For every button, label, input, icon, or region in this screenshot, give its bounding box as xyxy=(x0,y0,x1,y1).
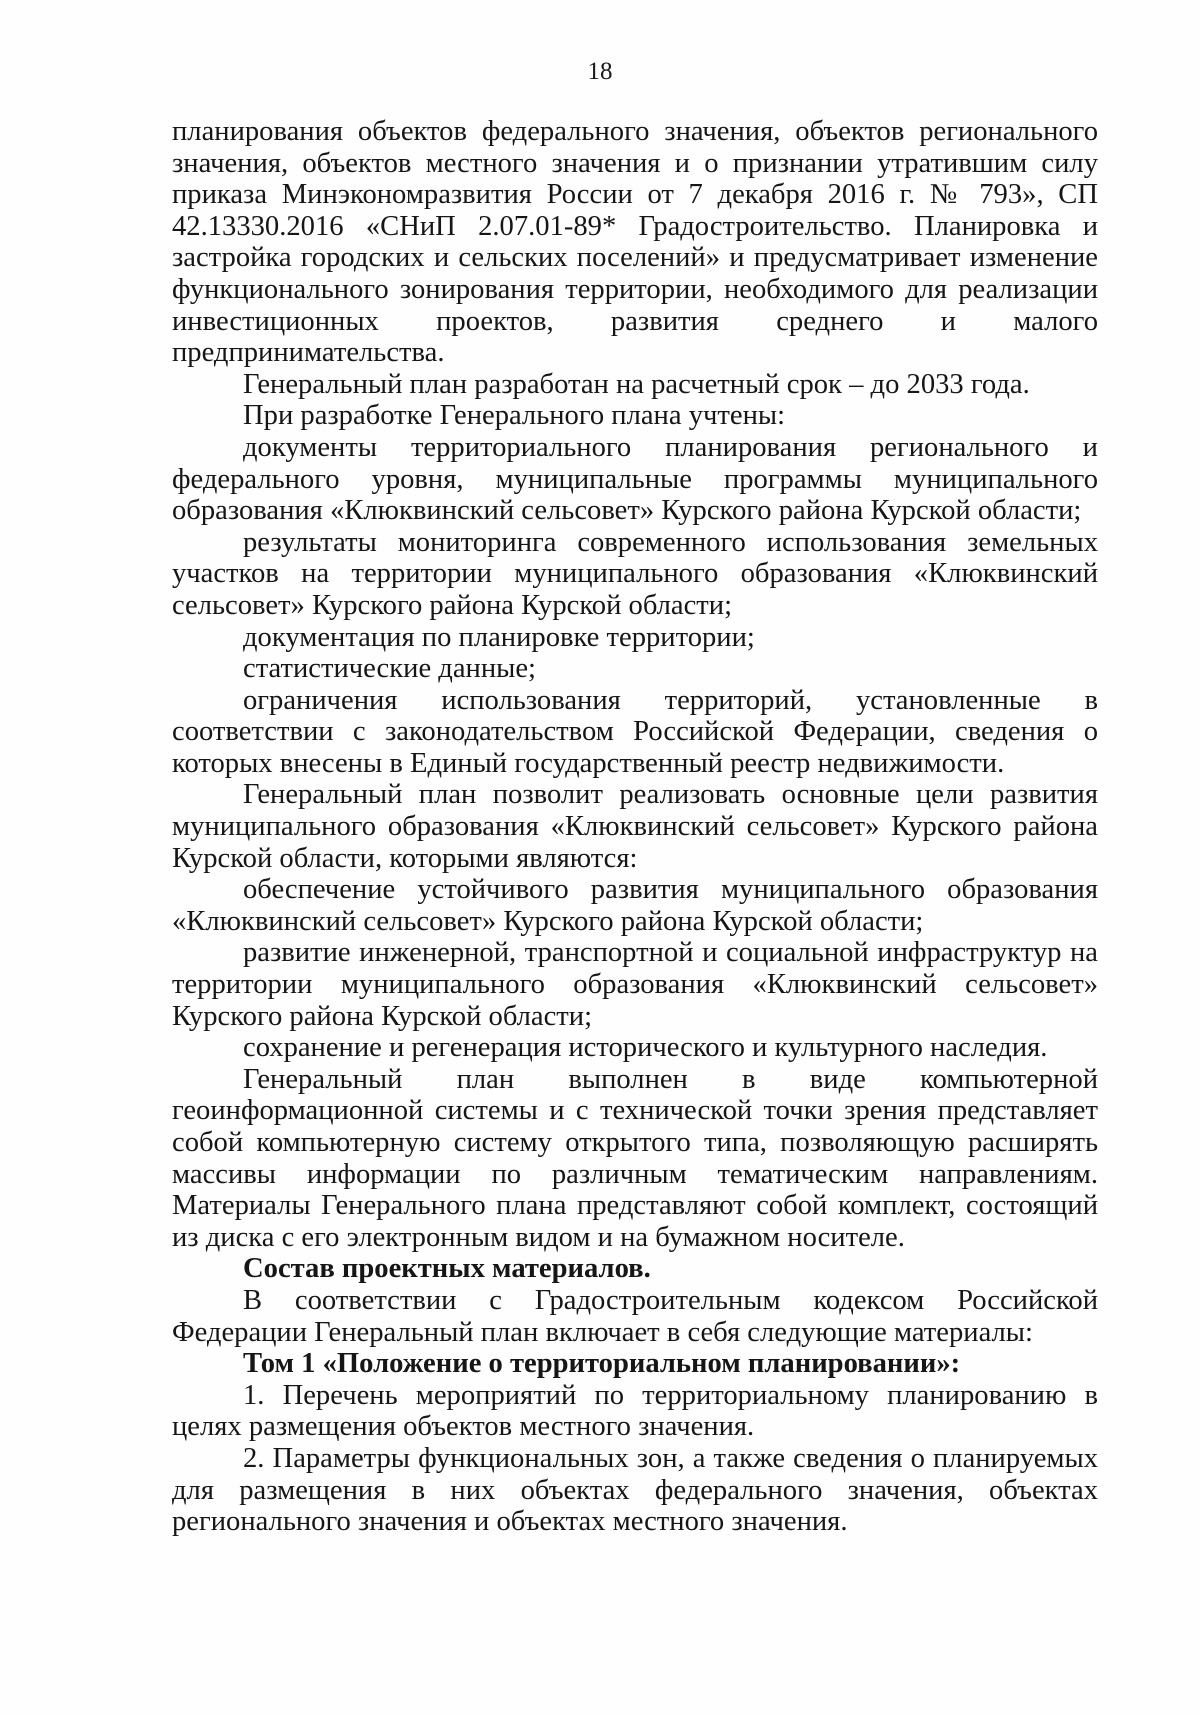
paragraph-plan-term: Генеральный план разработан на расчетный срок – до 2033 года. xyxy=(243,368,1030,400)
page-number: 18 xyxy=(587,58,613,85)
paragraph-gis: Генеральный план выполнен в виде компьютерной геоинформационной системы и с технической точки зрения представляет собой компьютерную систему открытого типа, позволяющую расширять массивы информации по различным тематическим направлениям. Материалы Генерального плана представляют собой комплект, состоящий из диска с его электронным видом и на бумажном носителе. xyxy=(172,1063,1098,1253)
list-item-planning-documents: документы территориального планирования регионального и федерального уровня, муниципальные программы муниципального образования «Клюквинский сельсовет» Курского района Курской области; xyxy=(172,431,1098,527)
volume-heading: Том 1 «Положение о территориальном планировании»: xyxy=(243,1348,961,1380)
paragraph-goals-intro: Генеральный план позволит реализовать основные цели развития муниципального образования «Клюквинский сельсовет» Курского района Курской области, которыми являются: xyxy=(172,779,1098,874)
section-heading-materials: Состав проектных материалов. xyxy=(243,1253,651,1285)
paragraph-continuation: планирования объектов федерального значения, объектов регионального значения, объектов местного значения и о признании утратившим силу приказа Минэкономразвития России от 7 декабря 2016 г. № 793», СП 42.13330.2016 «СНиП 2.07.01-89* Градостроительство. Планировка и застройка городских и сельских поселений» и предусматривает изменение функционального зонирования территории, необходимого для реализации инвестиционных проектов, развития среднего и малого предпринимательства. xyxy=(172,116,1098,369)
list-item-statistics: статистические данные; xyxy=(243,653,536,685)
list-item-restrictions: ограничения использования территорий, установленные в соответствии с законодательством Российской Федерации, сведения о которых внесены в Единый государственный реестр недвижимости. xyxy=(172,684,1098,779)
list-item-sustainable-development: обеспечение устойчивого развития муниципального образования «Клюквинский сельсовет» Курского района Курской области; xyxy=(172,874,1098,937)
numbered-item-2: 2. Параметры функциональных зон, а также сведения о планируемых для размещения в них объектах федерального значения, объектах регионального значения и объектах местного значения. xyxy=(172,1442,1098,1538)
list-item-monitoring-results: результаты мониторинга современного использования земельных участков на территории муниципального образования «Клюквинский сельсовет» Курского района Курской области; xyxy=(172,526,1098,621)
list-item-heritage: сохранение и регенерация исторического и культурного наследия. xyxy=(243,1032,1048,1064)
paragraph-considered-intro: При разработке Генерального плана учтены: xyxy=(243,400,786,432)
list-item-planning-documentation: документация по планировке территории; xyxy=(243,621,755,653)
list-item-infrastructure: развитие инженерной, транспортной и социальной инфраструктур на территории муниципального образования «Клюквинский сельсовет» Курского района Курской области; xyxy=(172,937,1098,1032)
document-body xyxy=(172,116,1098,1538)
numbered-item-1: 1. Перечень мероприятий по территориальному планированию в целях размещения объектов местного значения. xyxy=(172,1379,1098,1443)
paragraph-materials-intro: В соответствии с Градостроительным кодексом Российской Федерации Генеральный план включает в себя следующие материалы: xyxy=(172,1284,1098,1348)
